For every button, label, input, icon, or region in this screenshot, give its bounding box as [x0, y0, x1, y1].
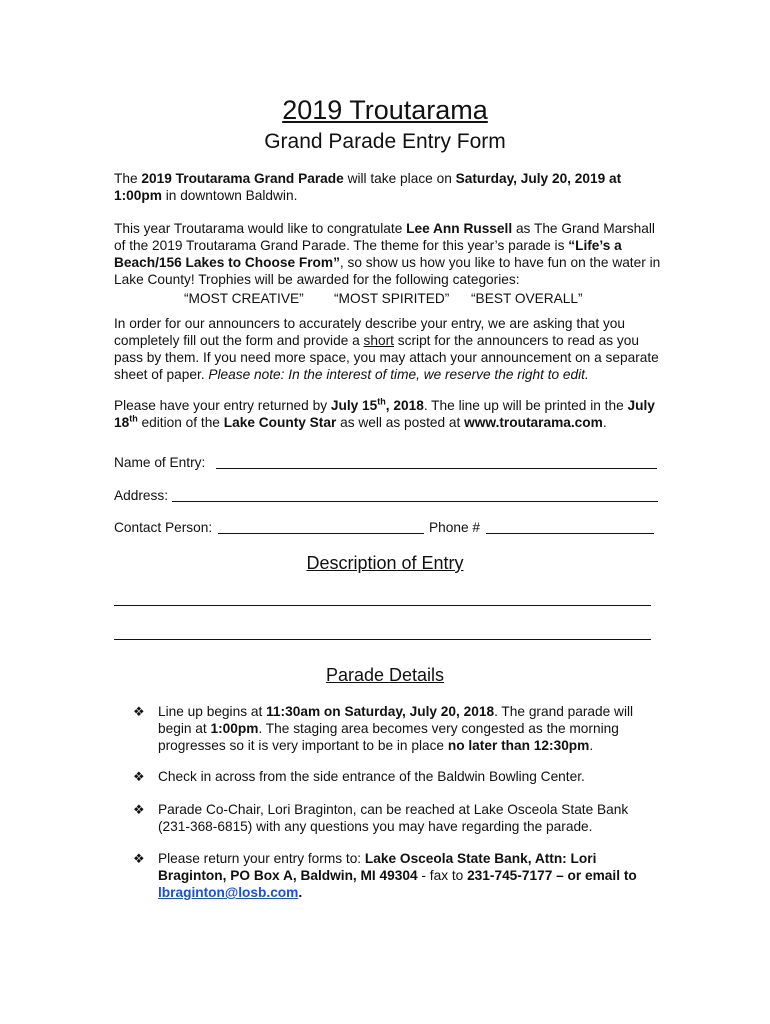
address-field[interactable]	[172, 501, 658, 502]
return-text: Please have your entry returned by	[114, 398, 331, 413]
marshall-paragraph	[114, 220, 662, 288]
detail-lineup	[133, 703, 663, 754]
return-date-year: , 2018	[385, 398, 424, 413]
detail-text: . The grand parade will begin at	[158, 704, 634, 736]
contact-person-label: Contact Person:	[114, 520, 213, 535]
return-text: .	[602, 415, 607, 430]
return-paragraph	[114, 397, 662, 431]
intro-text: The	[114, 171, 142, 186]
website-url: www.troutarama.com	[464, 415, 603, 430]
fax-number: 231-745-7177 – or email to	[467, 868, 637, 883]
parade-details-heading: Parade Details	[325, 665, 445, 685]
name-of-entry-label: Name of Entry:	[114, 455, 206, 470]
ordinal-suffix: th	[377, 396, 386, 407]
form-subtitle: Grand Parade Entry Form	[264, 130, 506, 153]
category-best-overall: “BEST OVERALL”	[471, 291, 583, 306]
phone-field[interactable]	[486, 533, 654, 534]
phone-label: Phone #	[429, 520, 480, 535]
return-address: Lake Osceola State Bank, Attn: Lori Braginton, PO Box A, Baldwin, MI 49304	[158, 851, 597, 883]
description-line-1[interactable]	[114, 605, 651, 606]
intro-date: Saturday, July 20, 2019 at 1:00pm	[114, 171, 622, 203]
announcers-paragraph	[114, 315, 662, 383]
announcers-text: In order for our announcers to accurately describe your entry, we are asking that you completely fill out the form and provide a	[114, 316, 626, 348]
announcers-text: script for the announcers to read as you pass by them. If you need more space, you may attach your announcement on a separate sheet of paper.	[114, 333, 659, 382]
edit-note: Please note: In the interest of time, we reserve the right to edit.	[208, 367, 589, 382]
marshall-text: , so show us how you like to have fun on the water in Lake County! Trophies will be awarded for the following categories:	[114, 255, 661, 287]
intro-text: in downtown Baldwin.	[161, 188, 298, 203]
deadline-time: no later than 12:30pm	[447, 738, 590, 753]
description-heading: Description of Entry	[306, 553, 464, 573]
short-emphasis: short	[363, 333, 394, 348]
lineup-time: 11:30am on Saturday, July 20, 2018	[266, 704, 495, 719]
detail-cochair	[133, 801, 663, 835]
detail-lineup-text	[158, 703, 663, 754]
detail-cochair-text: Parade Co-Chair, Lori Braginton, can be reached at Lake Osceola State Bank (231-368-6815) with any questions you may have regarding the parade.	[158, 802, 629, 834]
diamond-bullet-icon: ❖	[133, 704, 145, 719]
detail-text: - fax to	[417, 868, 468, 883]
parade-start-time: 1:00pm	[210, 721, 259, 736]
grand-marshall-name: Lee Ann Russell	[406, 221, 513, 236]
return-text: as well as posted at	[336, 415, 465, 430]
detail-checkin	[133, 768, 663, 785]
detail-checkin-text: Check in across from the side entrance of the Baldwin Bowling Center.	[158, 769, 585, 784]
return-text: edition of the	[137, 415, 224, 430]
diamond-bullet-icon: ❖	[133, 769, 145, 784]
ordinal-suffix: th	[129, 413, 138, 424]
marshall-text: This year Troutarama would like to congratulate	[114, 221, 407, 236]
email-link[interactable]: lbraginton@losb.com	[158, 885, 299, 900]
contact-person-field[interactable]	[218, 533, 424, 534]
intro-parade-name: 2019 Troutarama Grand Parade	[141, 171, 344, 186]
description-line-2[interactable]	[114, 639, 651, 640]
parade-theme: “Life’s a Beach/156 Lakes to Choose From”	[114, 238, 622, 270]
return-date	[331, 398, 424, 413]
detail-text: . The staging area becomes very congested as the morning progresses so it is very important to be in place	[158, 721, 619, 753]
name-of-entry-field[interactable]	[216, 468, 657, 469]
detail-return-text	[158, 850, 663, 901]
detail-text: Please return your entry forms to:	[158, 851, 365, 866]
return-text: . The line up will be printed in the	[423, 398, 628, 413]
form-title: 2019 Troutarama	[282, 95, 488, 125]
diamond-bullet-icon: ❖	[133, 851, 145, 866]
address-label: Address:	[114, 488, 169, 503]
marshall-text: as The Grand Marshall of the 2019 Troutarama Grand Parade. The theme for this year’s parade is	[114, 221, 655, 253]
detail-text: .	[298, 885, 303, 900]
newspaper-name: Lake County Star	[223, 415, 337, 430]
detail-text: Line up begins at	[158, 704, 267, 719]
detail-text: .	[589, 738, 594, 753]
return-date-day: July 15	[330, 398, 378, 413]
edition-date-day: July 18	[114, 398, 655, 430]
diamond-bullet-icon: ❖	[133, 802, 145, 817]
intro-paragraph	[114, 170, 662, 204]
detail-return	[133, 850, 663, 901]
category-most-spirited: “MOST SPIRITED”	[334, 291, 450, 306]
category-most-creative: “MOST CREATIVE”	[184, 291, 304, 306]
intro-text: will take place on	[343, 171, 456, 186]
